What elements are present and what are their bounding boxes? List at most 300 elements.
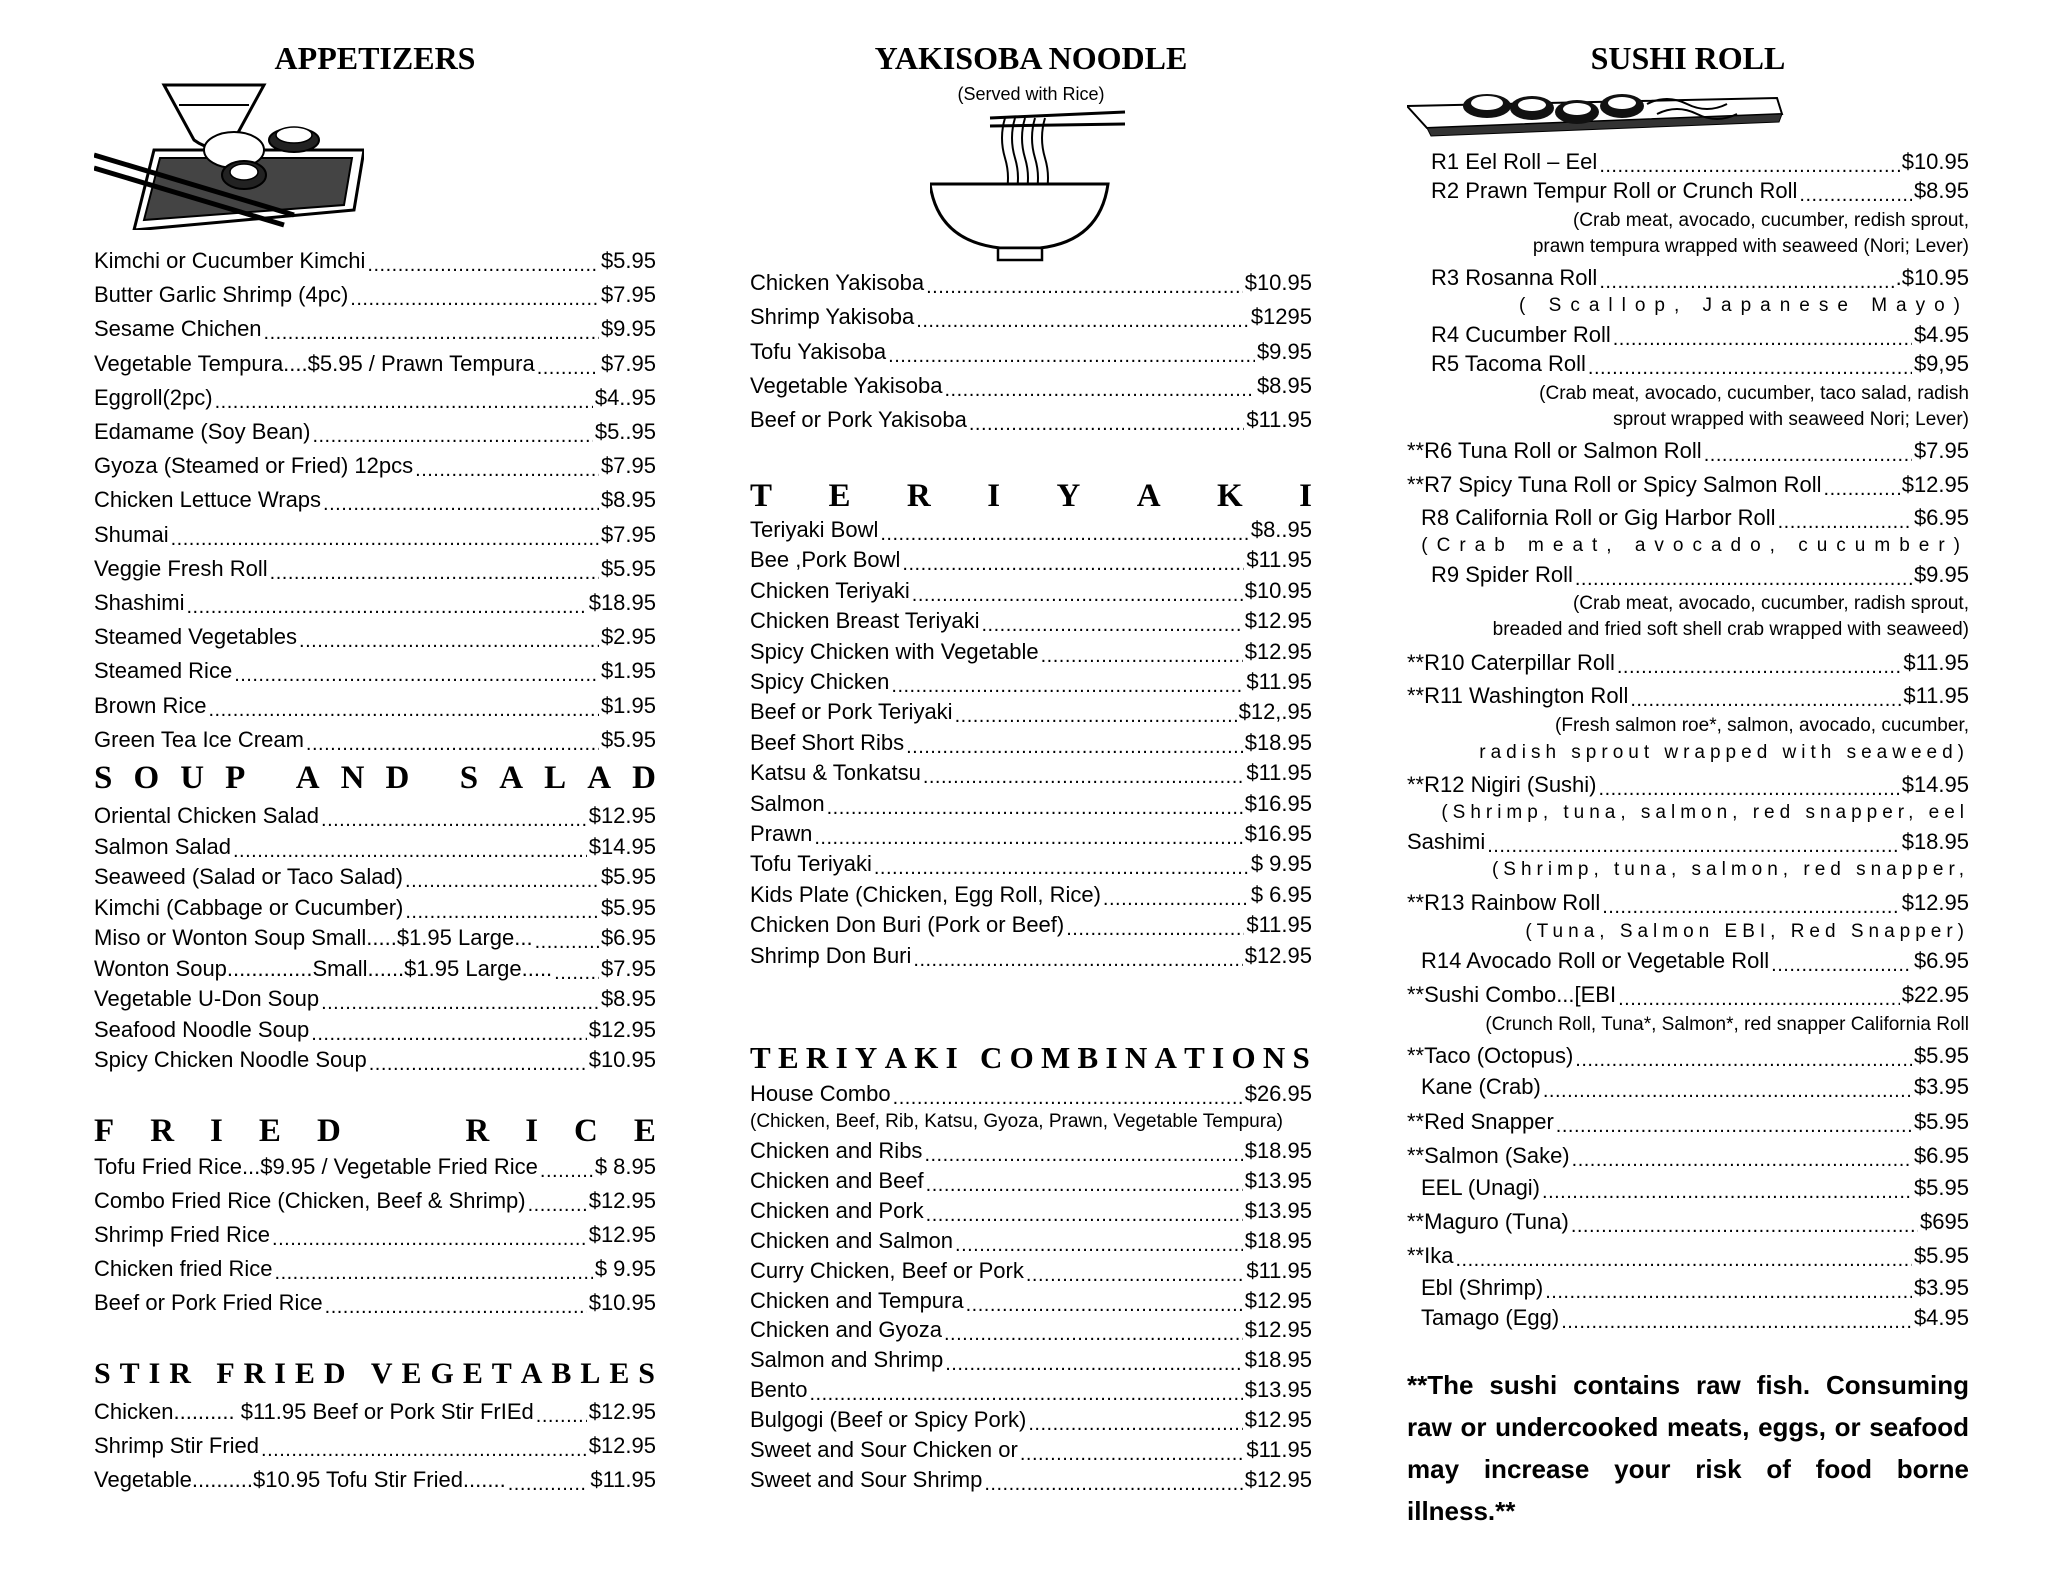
sushi-platter-illustration [1407, 92, 1787, 142]
dot-leader [906, 738, 1243, 756]
menu-item [1407, 829, 1969, 855]
dot-leader [264, 324, 599, 342]
item-name: Miso or Wonton Soup Small.....$1.95 Large... [94, 925, 533, 950]
menu-item [750, 1377, 1312, 1403]
item-name: Sashimi [1407, 829, 1486, 854]
menu-item [94, 1467, 656, 1493]
menu-item [94, 1047, 656, 1073]
menu-item [94, 658, 656, 684]
dot-leader [554, 964, 599, 982]
menu-item [94, 727, 656, 753]
item-price: $26.95 [1244, 1081, 1312, 1106]
menu-item [750, 639, 1312, 665]
item-price: $11.95 [1246, 547, 1312, 573]
item-name: **Taco (Octopus) [1407, 1043, 1574, 1068]
item-price: $12.95 [1244, 942, 1312, 968]
menu-item [1407, 1074, 1969, 1100]
menu-item [1407, 1143, 1969, 1169]
item-name: Chicken and Tempura [750, 1287, 964, 1313]
item-name: R14 Avocado Roll or Vegetable Roll [1421, 948, 1770, 973]
item-name: R4 Cucumber Roll [1431, 322, 1611, 347]
menu-item [1407, 683, 1969, 709]
menu-item [94, 986, 656, 1012]
menu-item [1407, 438, 1969, 464]
item-price: $8.95 [1256, 372, 1312, 398]
item-price: $5.95 [600, 726, 656, 752]
item-note: (Crab meat, avocado, cucumber, radish sprout, [1572, 593, 1969, 614]
dot-leader [536, 1407, 587, 1425]
item-name: Edamame (Soy Bean) [94, 419, 311, 444]
item-price: $5.95 [600, 555, 656, 581]
dot-leader [944, 381, 1254, 399]
item-price: $11.95 [1246, 912, 1312, 938]
item-price: $13.95 [1244, 1197, 1312, 1223]
item-price: $9,95 [1913, 351, 1969, 376]
item-price: $7.95 [1913, 438, 1969, 463]
item-name: **R7 Spicy Tuna Roll or Spicy Salmon Roll [1407, 472, 1822, 497]
item-name: Sweet and Sour Shrimp [750, 1466, 983, 1492]
item-price: $10.95 [1244, 577, 1312, 603]
menu-item [1407, 178, 1969, 204]
dot-leader [966, 1296, 1243, 1314]
item-name: Beef or Pork Teriyaki [750, 699, 953, 725]
item-name: Veggie Fresh Roll [94, 555, 268, 581]
dot-leader [215, 393, 593, 411]
menu-item [94, 282, 656, 308]
item-price: $12.95 [588, 803, 656, 828]
menu-item [94, 895, 656, 921]
item-name: **Red Snapper [1407, 1109, 1554, 1134]
item-price: $11.95 [1246, 1437, 1312, 1462]
item-name: Steamed Rice [94, 658, 233, 684]
raw-fish-warning: **The sushi contains raw fish. Consuming raw or undercooked meats, eggs, or seafood may increase your risk of food borne illness.** [1407, 1370, 1969, 1526]
dot-leader [299, 632, 599, 650]
dot-leader [350, 290, 599, 308]
item-name: Shrimp Yakisoba [750, 304, 915, 330]
menu-item [94, 248, 656, 274]
item-name: Teriyaki Bowl [750, 517, 879, 542]
dot-leader [969, 415, 1244, 433]
dot-leader [926, 1176, 1243, 1194]
noodle-bowl-illustration [930, 106, 1130, 266]
dot-leader [984, 1475, 1242, 1493]
dot-leader [272, 1230, 587, 1248]
menu-item [750, 1198, 1312, 1224]
dot-leader [275, 1264, 593, 1282]
menu-item [94, 925, 656, 951]
menu-item [750, 760, 1312, 786]
item-name: House Combo [750, 1081, 891, 1106]
item-name: Chicken and Ribs [750, 1138, 923, 1163]
item-name: Sweet and Sour Chicken or [750, 1437, 1018, 1462]
dot-leader [270, 564, 599, 582]
item-name: Beef or Pork Yakisoba [750, 407, 967, 433]
item-note: (Crab meat, avocado, cucumber, taco salad, radish [1539, 383, 1969, 404]
menu-item [1407, 1175, 1969, 1201]
item-price: $12.95 [588, 1016, 656, 1042]
item-price: $12.95 [1244, 608, 1312, 634]
dot-leader [945, 1355, 1242, 1373]
menu-item [1407, 890, 1969, 916]
dot-leader [924, 1146, 1242, 1164]
dot-leader [1617, 658, 1901, 676]
item-note: (Shrimp, tuna, salmon, red snapper, [1491, 859, 1969, 880]
menu-item [750, 791, 1312, 817]
item-name: Shrimp Don Buri [750, 942, 912, 968]
dot-leader [1028, 1415, 1242, 1433]
item-price: $7.95 [600, 350, 656, 376]
menu-item [750, 578, 1312, 604]
item-note: breaded and fried soft shell crab wrapped with seaweed) [1492, 619, 1969, 640]
item-price: $16.95 [1244, 790, 1312, 816]
item-name: Kimchi (Cabbage or Cucumber) [94, 894, 404, 920]
item-price: $7.95 [600, 282, 656, 308]
menu-item [750, 547, 1312, 573]
dot-leader [208, 701, 598, 719]
dot-leader [913, 951, 1242, 969]
item-price: $1.95 [600, 658, 656, 684]
item-name: **Salmon (Sake) [1407, 1143, 1570, 1168]
dot-leader [1103, 890, 1249, 908]
menu-item [750, 304, 1312, 330]
dot-leader [902, 555, 1244, 573]
menu-item [1407, 562, 1969, 588]
menu-item [94, 316, 656, 342]
item-price: $1.95 [600, 692, 656, 718]
menu-item [94, 1222, 656, 1248]
menu-item [94, 453, 656, 479]
menu-item [94, 351, 656, 377]
item-name: Wonton Soup..............Small......$1.95 Large..... [94, 955, 553, 981]
item-price: $1295 [1250, 304, 1312, 330]
menu-item [94, 556, 656, 582]
item-price: $18.95 [1244, 1227, 1312, 1253]
menu-item [750, 1467, 1312, 1493]
menu-item [750, 851, 1312, 877]
dot-leader [369, 1055, 587, 1073]
item-price: $8..95 [1250, 517, 1312, 542]
menu-item [750, 821, 1312, 847]
teriyaki-heading: T E R I Y A K I [750, 478, 1312, 514]
item-price: $10.95 [1901, 149, 1969, 174]
menu-item [750, 407, 1312, 433]
dot-leader [1545, 1283, 1912, 1301]
item-note: ( Scallop, Japanese Mayo) [1519, 295, 1969, 316]
item-price: $12.95 [1901, 890, 1969, 915]
item-price: $10.95 [1244, 270, 1312, 295]
stir-fried-heading: S T I R F R I E D V E G E T A B L E S [94, 1357, 656, 1390]
dot-leader [1572, 1151, 1912, 1169]
item-note: (Fresh salmon roe*, salmon, avocado, cucumber, [1555, 715, 1969, 736]
dot-leader [1571, 1217, 1918, 1235]
item-name: R3 Rosanna Roll [1431, 265, 1598, 290]
item-name: Steamed Vegetables [94, 624, 298, 650]
item-name: **R11 Washington Roll [1407, 683, 1629, 708]
dot-leader [1543, 1082, 1912, 1100]
item-price: $11.95 [1903, 650, 1969, 675]
yakisoba-subtitle: (Served with Rice) [957, 84, 1105, 104]
item-name: Sesame Chichen [94, 316, 262, 342]
item-name: Bento [750, 1377, 808, 1403]
item-price: $4..95 [594, 384, 656, 410]
dot-leader [405, 903, 599, 921]
item-price: .$10.95 [1895, 265, 1969, 290]
item-price: $5.95 [600, 248, 656, 273]
dot-leader [323, 495, 599, 513]
item-name: Vegetable Yakisoba [750, 372, 943, 398]
item-price: $12.95 [1244, 1317, 1312, 1343]
item-name: EEL (Unagi) [1421, 1175, 1541, 1200]
item-name: Beef or Pork Fried Rice [94, 1290, 323, 1315]
menu-item [1407, 322, 1969, 348]
item-name: Tofu Fried Rice...$9.95 / Vegetable Fried Rice [94, 1154, 538, 1179]
item-name: Shumai [94, 521, 169, 547]
item-name: R1 Eel Roll – Eel [1431, 149, 1598, 174]
menu-item [94, 1399, 656, 1425]
dot-leader [1602, 898, 1899, 916]
dot-leader [1771, 956, 1912, 974]
item-price: $ 9.95 [594, 1256, 656, 1281]
item-name: Vegetable..........$10.95 Tofu Stir Fried....... [94, 1467, 506, 1492]
dot-leader [537, 359, 599, 377]
dot-leader [1599, 273, 1893, 291]
item-price: $12.95 [1244, 638, 1312, 664]
item-note: radish sprout wrapped with seaweed) [1479, 742, 1969, 763]
dot-leader [888, 347, 1255, 365]
dot-leader [1778, 513, 1912, 531]
item-price: $12.95 [588, 1188, 656, 1213]
item-price: $12.95 [1901, 472, 1969, 497]
dot-leader [1704, 446, 1912, 464]
dot-leader [1824, 480, 1900, 498]
item-name: Spicy Chicken [750, 669, 890, 694]
item-name: Chicken Teriyaki [750, 577, 910, 603]
menu-item [750, 1258, 1312, 1284]
item-price: $6.95 [1913, 505, 1969, 530]
item-price: $22.95 [1901, 982, 1969, 1007]
item-name: Gyoza (Steamed or Fried) 12pcs [94, 453, 414, 479]
dot-leader [912, 586, 1243, 604]
item-price: $18.95 [1244, 729, 1312, 755]
menu-item [94, 385, 656, 411]
item-name: Katsu & Tonkatsu [750, 760, 921, 786]
item-note: (Shrimp, tuna, salmon, red snapper, eel [1441, 802, 1969, 823]
menu-item [94, 956, 656, 982]
item-price: $10.95 [588, 1047, 656, 1072]
menu-item [94, 1256, 656, 1282]
soup-salad-heading: S O U P A N D S A L A D [94, 760, 656, 796]
item-name: Kimchi or Cucumber Kimchi [94, 248, 366, 273]
item-name: Curry Chicken, Beef or Pork [750, 1257, 1024, 1283]
item-price: $ 8.95 [594, 1154, 656, 1179]
item-note: prawn tempura wrapped with seaweed (Nori; Lever) [1532, 236, 1969, 257]
menu-item [750, 270, 1312, 296]
item-price: $10.95 [588, 1290, 656, 1315]
item-price: $7.95 [600, 521, 656, 547]
dot-leader [926, 278, 1243, 296]
menu-item [1407, 650, 1969, 676]
item-price: $6.95 [600, 925, 656, 950]
menu-item [1407, 772, 1969, 798]
menu-item [750, 339, 1312, 365]
dot-leader [944, 1325, 1243, 1343]
item-price: $12,.95 [1238, 699, 1312, 725]
dot-leader [1542, 1183, 1912, 1201]
dot-leader [1575, 1051, 1912, 1069]
item-name: Salmon Salad [94, 833, 231, 859]
menu-item [94, 1188, 656, 1214]
item-name: Combo Fried Rice (Chicken, Beef & Shrimp) [94, 1188, 526, 1213]
dot-leader [261, 1441, 587, 1459]
item-price: $11.95 [590, 1467, 656, 1492]
item-price: $14.95 [1901, 772, 1969, 797]
menu-item [1407, 1043, 1969, 1069]
menu-item [750, 730, 1312, 756]
menu-item [750, 1407, 1312, 1433]
menu-item [94, 1154, 656, 1180]
item-price: $11.95 [1246, 407, 1312, 433]
item-price: $8.95 [600, 487, 656, 513]
dot-leader [171, 530, 599, 548]
item-name: Ebl (Shrimp) [1421, 1275, 1544, 1300]
dot-leader [1575, 570, 1912, 588]
dot-leader [1599, 780, 1900, 798]
item-price: $16.95 [1244, 821, 1312, 846]
dot-leader [814, 829, 1242, 847]
item-name: **R12 Nigiri (Sushi) [1407, 772, 1597, 797]
item-price: $4.95 [1913, 322, 1969, 347]
menu-item [1407, 1109, 1969, 1135]
dot-leader [321, 811, 587, 829]
dot-leader [186, 598, 586, 616]
menu-item [94, 1433, 656, 1459]
item-note: (Crab meat, avocado, cucumber, redish sprout, [1572, 210, 1969, 231]
item-price: $5..95 [594, 419, 656, 444]
item-name: R2 Prawn Tempur Roll or Crunch Roll [1431, 178, 1798, 203]
item-name: Chicken and Gyoza [750, 1317, 942, 1343]
menu-item [94, 834, 656, 860]
menu-item [750, 1228, 1312, 1254]
item-note: (Tuna, Salmon EBI, Red Snapper) [1525, 921, 1969, 942]
dot-leader [916, 312, 1249, 330]
menu-item [750, 608, 1312, 634]
item-name: Tofu Yakisoba [750, 338, 887, 364]
item-note: (Chicken, Beef, Rib, Katsu, Gyoza, Prawn, Vegetable Tempura) [750, 1111, 1283, 1132]
item-price: $9.95 [1913, 562, 1969, 587]
item-name: R8 California Roll or Gig Harbor Roll [1421, 505, 1776, 530]
menu-item [750, 699, 1312, 725]
item-name: Chicken fried Rice [94, 1256, 273, 1281]
menu-item [750, 1317, 1312, 1343]
dot-leader [321, 994, 599, 1012]
menu-item [94, 693, 656, 719]
item-name: Oriental Chicken Salad [94, 803, 320, 828]
menu-item [750, 1347, 1312, 1373]
menu-item [94, 803, 656, 829]
item-price: $12.95 [588, 1433, 656, 1458]
item-name: Vegetable U-Don Soup [94, 986, 320, 1011]
dot-leader [1026, 1266, 1244, 1284]
dot-leader [1561, 1313, 1912, 1331]
item-price: $5.95 [1913, 1043, 1969, 1068]
item-name: **Sushi Combo...[EBI [1407, 982, 1617, 1007]
item-price: $695 [1920, 1209, 1969, 1234]
dot-leader [508, 1475, 589, 1493]
item-name: Eggroll(2pc) [94, 384, 213, 410]
item-name: Tamago (Egg) [1421, 1305, 1560, 1330]
item-price: $13.95 [1244, 1377, 1312, 1403]
item-price: $3.95 [1913, 1275, 1969, 1300]
dot-leader [827, 799, 1243, 817]
dot-leader [981, 616, 1242, 634]
item-price: $12.95 [588, 1399, 656, 1424]
menu-item [1407, 351, 1969, 377]
item-price: $ 9.95 [1250, 851, 1312, 877]
item-name: R5 Tacoma Roll [1431, 351, 1586, 376]
dot-leader [306, 735, 599, 753]
menu-item [94, 1290, 656, 1316]
item-name: Chicken Don Buri (Pork or Beef) [750, 912, 1065, 938]
dot-leader [1066, 920, 1244, 938]
item-price: $12.95 [1244, 1466, 1312, 1492]
dot-leader [311, 1025, 586, 1043]
menu-item [1407, 1275, 1969, 1301]
item-price: $3.95 [1913, 1074, 1969, 1099]
menu-item [750, 943, 1312, 969]
item-name: Shrimp Stir Fried [94, 1433, 260, 1458]
item-price: $18.95 [1901, 829, 1969, 854]
item-price: $9.95 [1256, 338, 1312, 364]
item-note: (Crab meat, avocado, cucumber) [1421, 535, 1969, 556]
dot-leader [1599, 157, 1899, 175]
dot-leader [880, 525, 1248, 543]
item-name: Chicken Yakisoba [750, 270, 925, 295]
item-price: $5.95 [600, 864, 656, 889]
dot-leader [891, 677, 1244, 695]
dot-leader [325, 1298, 587, 1316]
item-name: **R6 Tuna Roll or Salmon Roll [1407, 438, 1702, 463]
dot-leader [926, 1206, 1243, 1224]
item-price: $8.95 [600, 986, 656, 1011]
item-name: Chicken and Pork [750, 1197, 924, 1223]
dot-leader [1041, 647, 1243, 665]
item-name: Kids Plate (Chicken, Egg Roll, Rice) [750, 881, 1101, 907]
item-price: $7.95 [600, 453, 656, 479]
item-price: $18.95 [1244, 1347, 1312, 1373]
item-name: Butter Garlic Shrimp (4pc) [94, 282, 349, 308]
appetizers-heading: APPETIZERS [274, 40, 476, 76]
dot-leader [367, 256, 599, 274]
dot-leader [535, 933, 599, 951]
dot-leader [810, 1385, 1243, 1403]
menu-item [750, 1081, 1312, 1107]
item-name: Chicken and Beef [750, 1167, 924, 1193]
item-name: Salmon and Shrimp [750, 1347, 944, 1373]
item-price: $18.95 [1244, 1138, 1312, 1163]
menu-item [1407, 265, 1969, 291]
item-price: $5.95 [1913, 1243, 1969, 1268]
item-name: Spicy Chicken with Vegetable [750, 638, 1039, 664]
menu-item [94, 419, 656, 445]
item-name: **R13 Rainbow Roll [1407, 890, 1601, 915]
item-price: $11.95 [1903, 683, 1969, 708]
dot-leader [1799, 186, 1912, 204]
menu-item [1407, 149, 1969, 175]
menu-item [94, 624, 656, 650]
dot-leader [233, 842, 587, 860]
item-name: Vegetable Tempura....$5.95 / Prawn Tempura [94, 350, 535, 376]
dot-leader [1455, 1251, 1911, 1269]
